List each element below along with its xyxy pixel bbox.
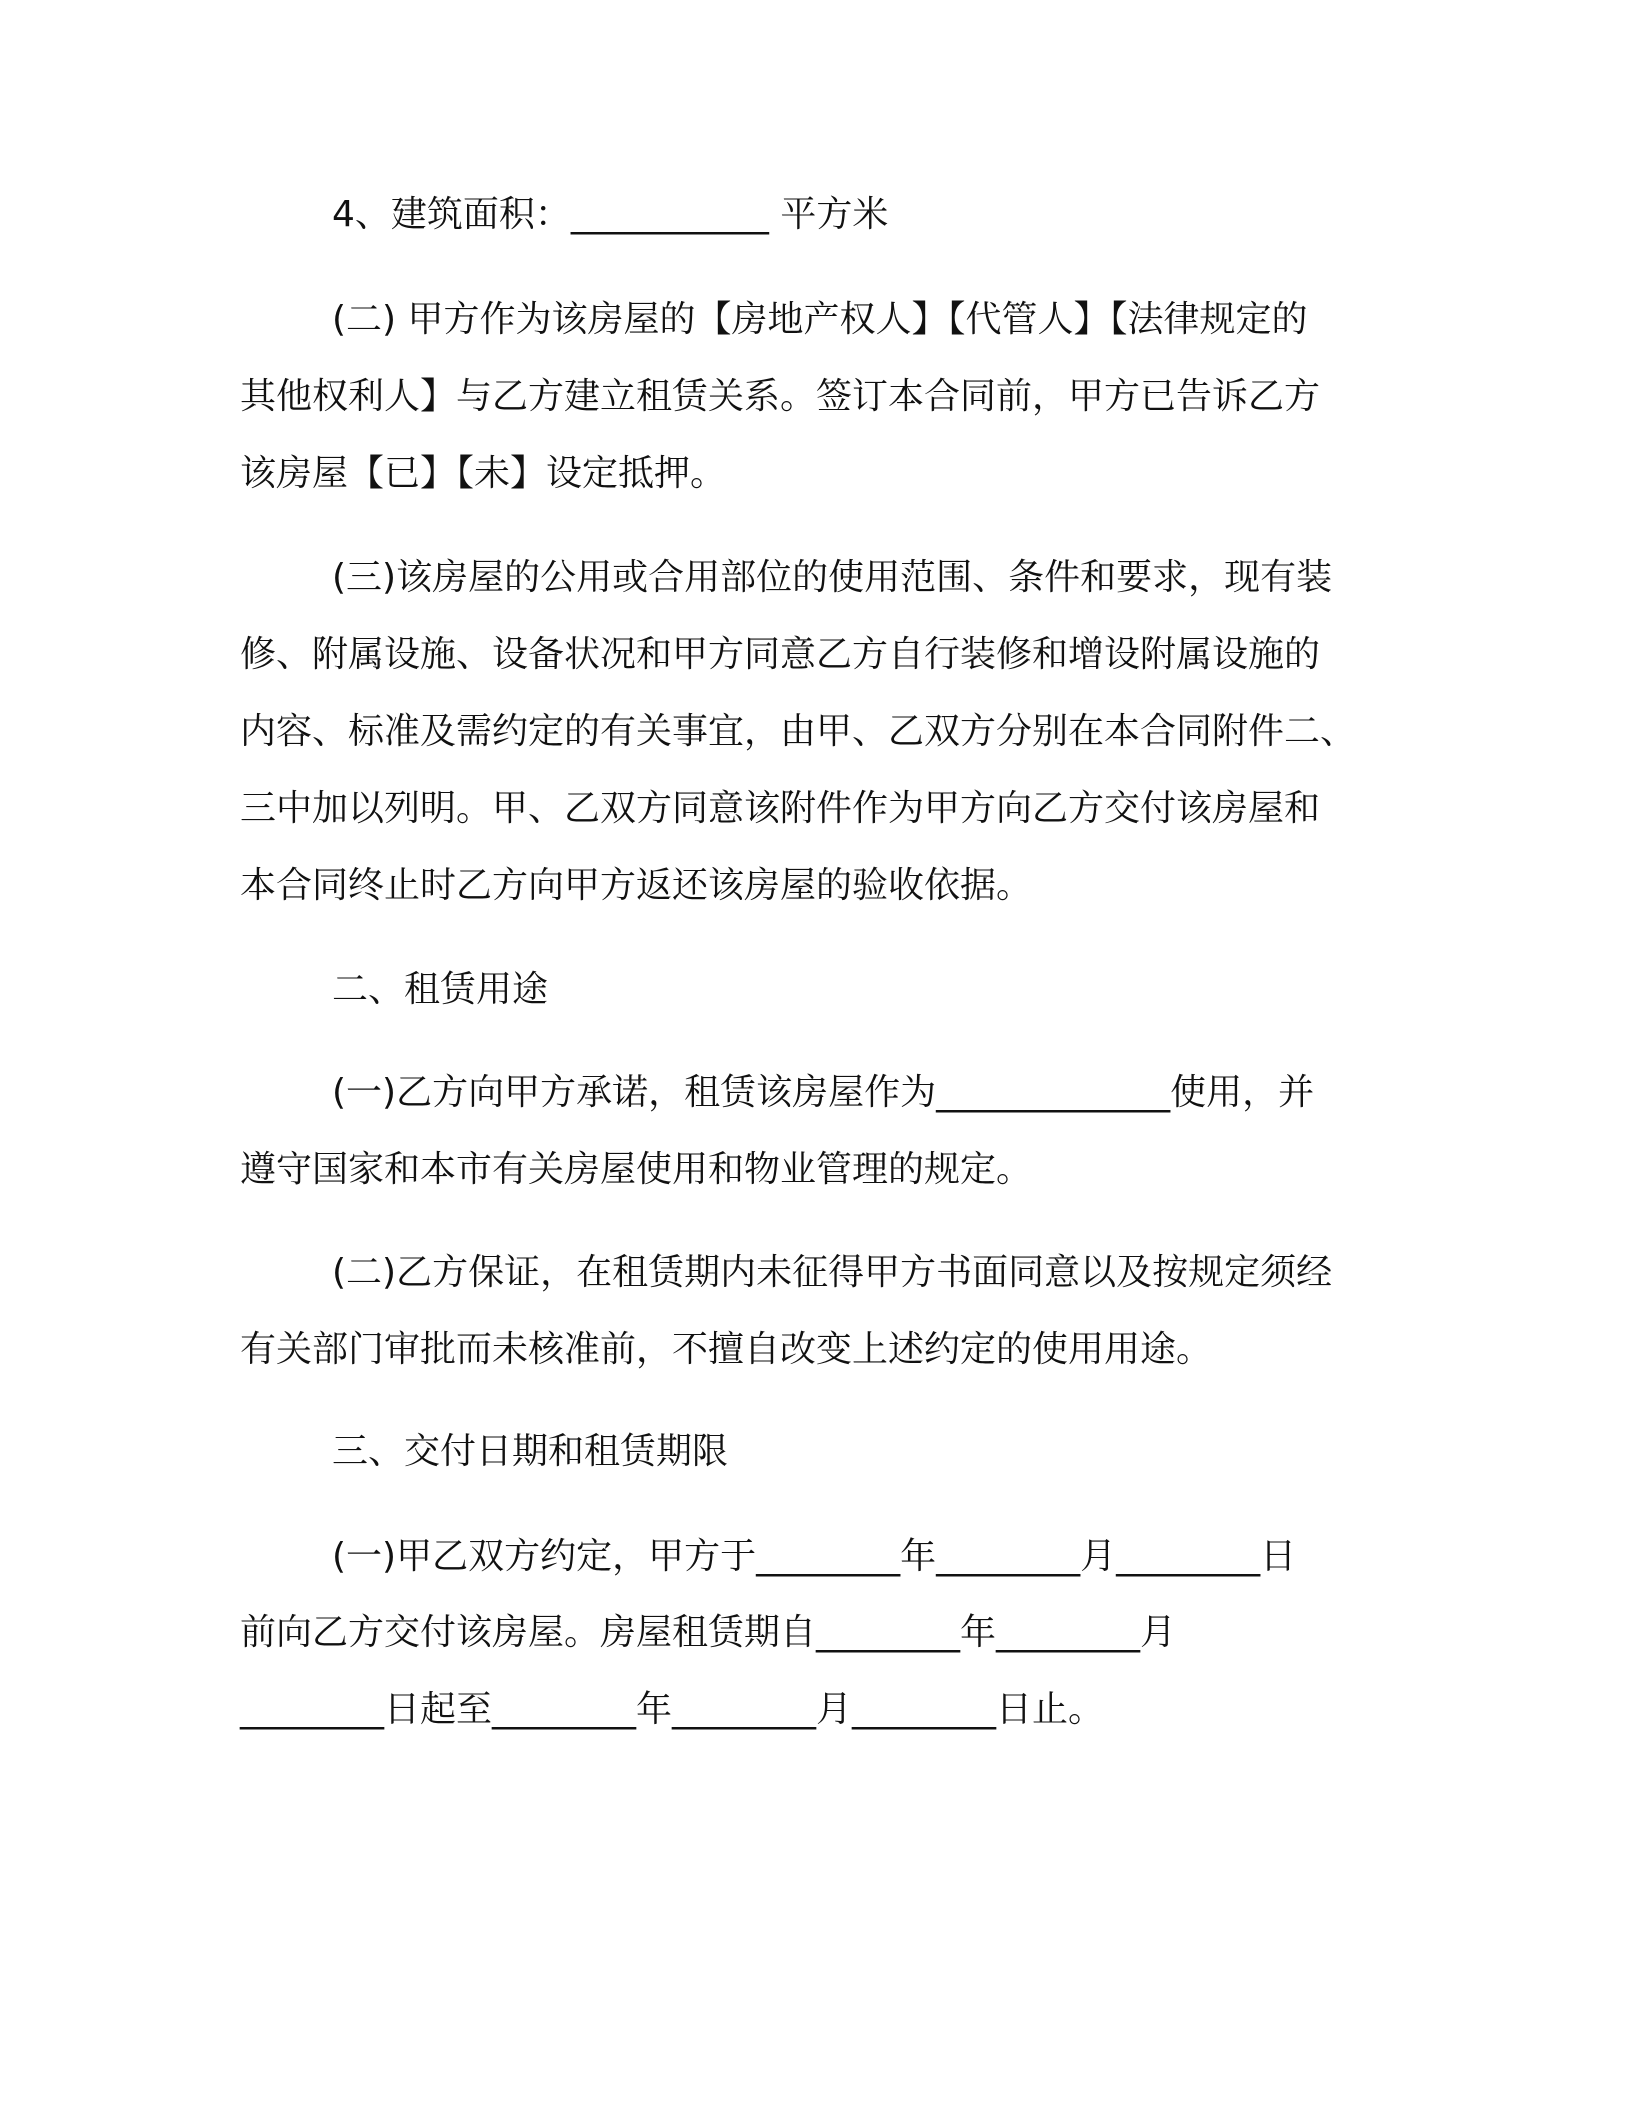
text-line: 遵守国家和本市有关房屋使用和物业管理的规定。 (240, 1149, 1033, 1190)
text-line: 内容、标准及需约定的有关事宜，由甲、乙双方分别在本合同附件二、 (240, 711, 1357, 752)
section-heading: 二、租赁用途 (332, 969, 549, 1010)
text-line: 修、附属设施、设备状况和甲方同意乙方自行装修和增设附属设施的 (240, 634, 1321, 675)
text-line: ________日起至________年________月________日止。 (240, 1689, 1105, 1730)
text-line: 前向乙方交付该房屋。房屋租赁期自________年________月 (240, 1612, 1177, 1653)
text-line: (一)甲乙双方约定，甲方于________年________月________日 (332, 1536, 1297, 1577)
text-line: (三)该房屋的公用或合用部位的使用范围、条件和要求，现有装 (332, 557, 1333, 598)
text-line: 本合同终止时乙方向甲方返还该房屋的验收依据。 (240, 865, 1033, 906)
text-line: 其他权利人】与乙方建立租赁关系。签订本合同前，甲方已告诉乙方 (240, 376, 1321, 417)
text-line: 4、建筑面积：___________ 平方米 (332, 194, 889, 235)
text-line: 三中加以列明。甲、乙双方同意该附件作为甲方向乙方交付该房屋和 (240, 788, 1321, 829)
text-line: 有关部门审批而未核准前，不擅自改变上述约定的使用用途。 (240, 1329, 1213, 1370)
text-line: (二)乙方保证，在租赁期内未征得甲方书面同意以及按规定须经 (332, 1252, 1333, 1293)
text-line: 该房屋【已】【未】设定抵押。 (240, 453, 727, 494)
section-heading: 三、交付日期和租赁期限 (332, 1431, 729, 1472)
text-line: (二) 甲方作为该房屋的【房地产权人】【代管人】【法律规定的 (332, 299, 1308, 340)
text-line: (一)乙方向甲方承诺，租赁该房屋作为_____________使用，并 (332, 1072, 1315, 1113)
